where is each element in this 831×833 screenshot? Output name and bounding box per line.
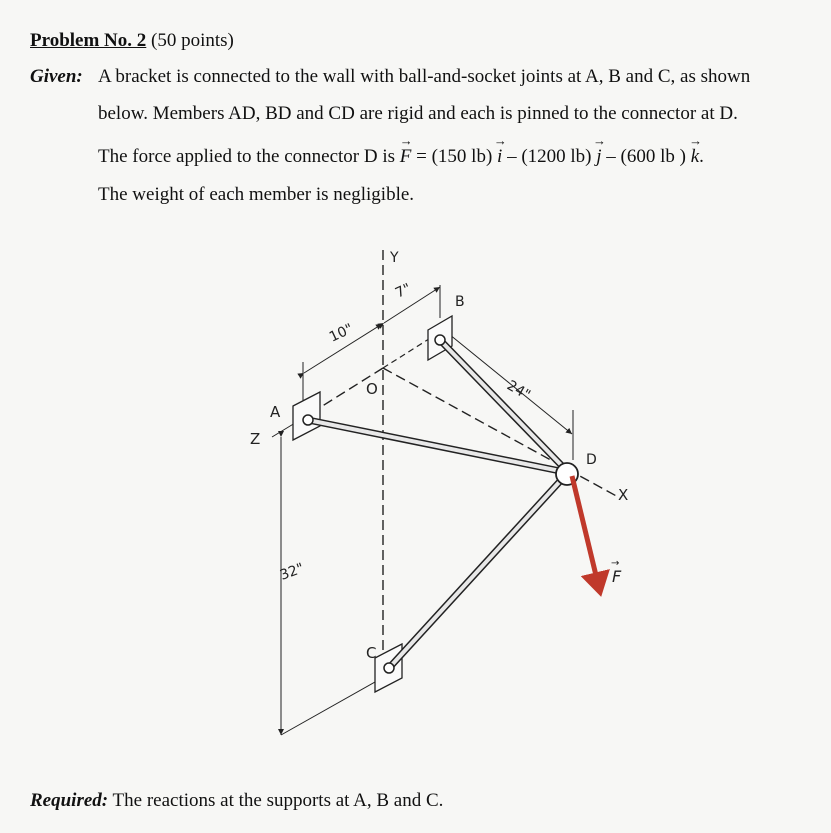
dim-32-bottom-extension: [281, 678, 382, 735]
label-point-c: C: [366, 644, 377, 662]
dim-label-32: 32": [277, 560, 307, 584]
x-axis-line: [383, 368, 620, 498]
label-z-axis: Z: [250, 430, 261, 448]
label-y-axis: Y: [390, 250, 399, 266]
problem-points: (50 points): [151, 30, 234, 51]
force-equation-mid-2: – (600 lb ): [601, 146, 691, 167]
label-point-b: B: [455, 294, 465, 310]
unit-vector-k: k →: [691, 146, 699, 168]
force-equation-start: = (150 lb): [416, 146, 498, 167]
dim-24-line: [444, 330, 572, 434]
given-line-4: The weight of each member is negligible.: [98, 184, 415, 205]
label-x-axis: X: [618, 486, 629, 504]
required-label: Required:: [30, 790, 109, 811]
force-label-arrow-icon: →: [611, 558, 620, 569]
force-equation-mid-1: – (1200 lb): [502, 146, 597, 167]
given-line-1: A bracket is connected to the wall with ball-and-socket joints at A, B and C, as shown: [98, 66, 751, 87]
label-force: F: [612, 567, 622, 586]
given-line-3-prefix: The force applied to the connector D is: [98, 146, 396, 167]
member-cd-fill: [389, 478, 563, 668]
joint-a: [303, 415, 313, 425]
joint-b: [435, 335, 445, 345]
dim-label-24: 24": [504, 377, 534, 404]
force-equation-end: .: [699, 146, 704, 167]
required-text: The reactions at the supports at A, B and C.: [112, 790, 444, 811]
dim-label-10: 10": [326, 320, 356, 346]
given-label: Given:: [30, 66, 83, 87]
joint-c: [384, 663, 394, 673]
unit-vector-j: j →: [596, 146, 601, 168]
label-origin: O: [366, 380, 378, 398]
required-line: [30, 790, 443, 812]
label-point-d: D: [586, 452, 597, 468]
dim-label-7: 7": [392, 280, 414, 302]
force-arrow: [572, 476, 600, 592]
given-line-2: below. Members AD, BD and CD are rigid and each is pinned to the connector at D.: [98, 103, 738, 124]
problem-title: Problem No. 2: [30, 30, 147, 51]
force-vector-symbol: F →: [400, 146, 412, 168]
unit-vector-i: i →: [497, 146, 502, 168]
label-point-a: A: [270, 403, 281, 421]
